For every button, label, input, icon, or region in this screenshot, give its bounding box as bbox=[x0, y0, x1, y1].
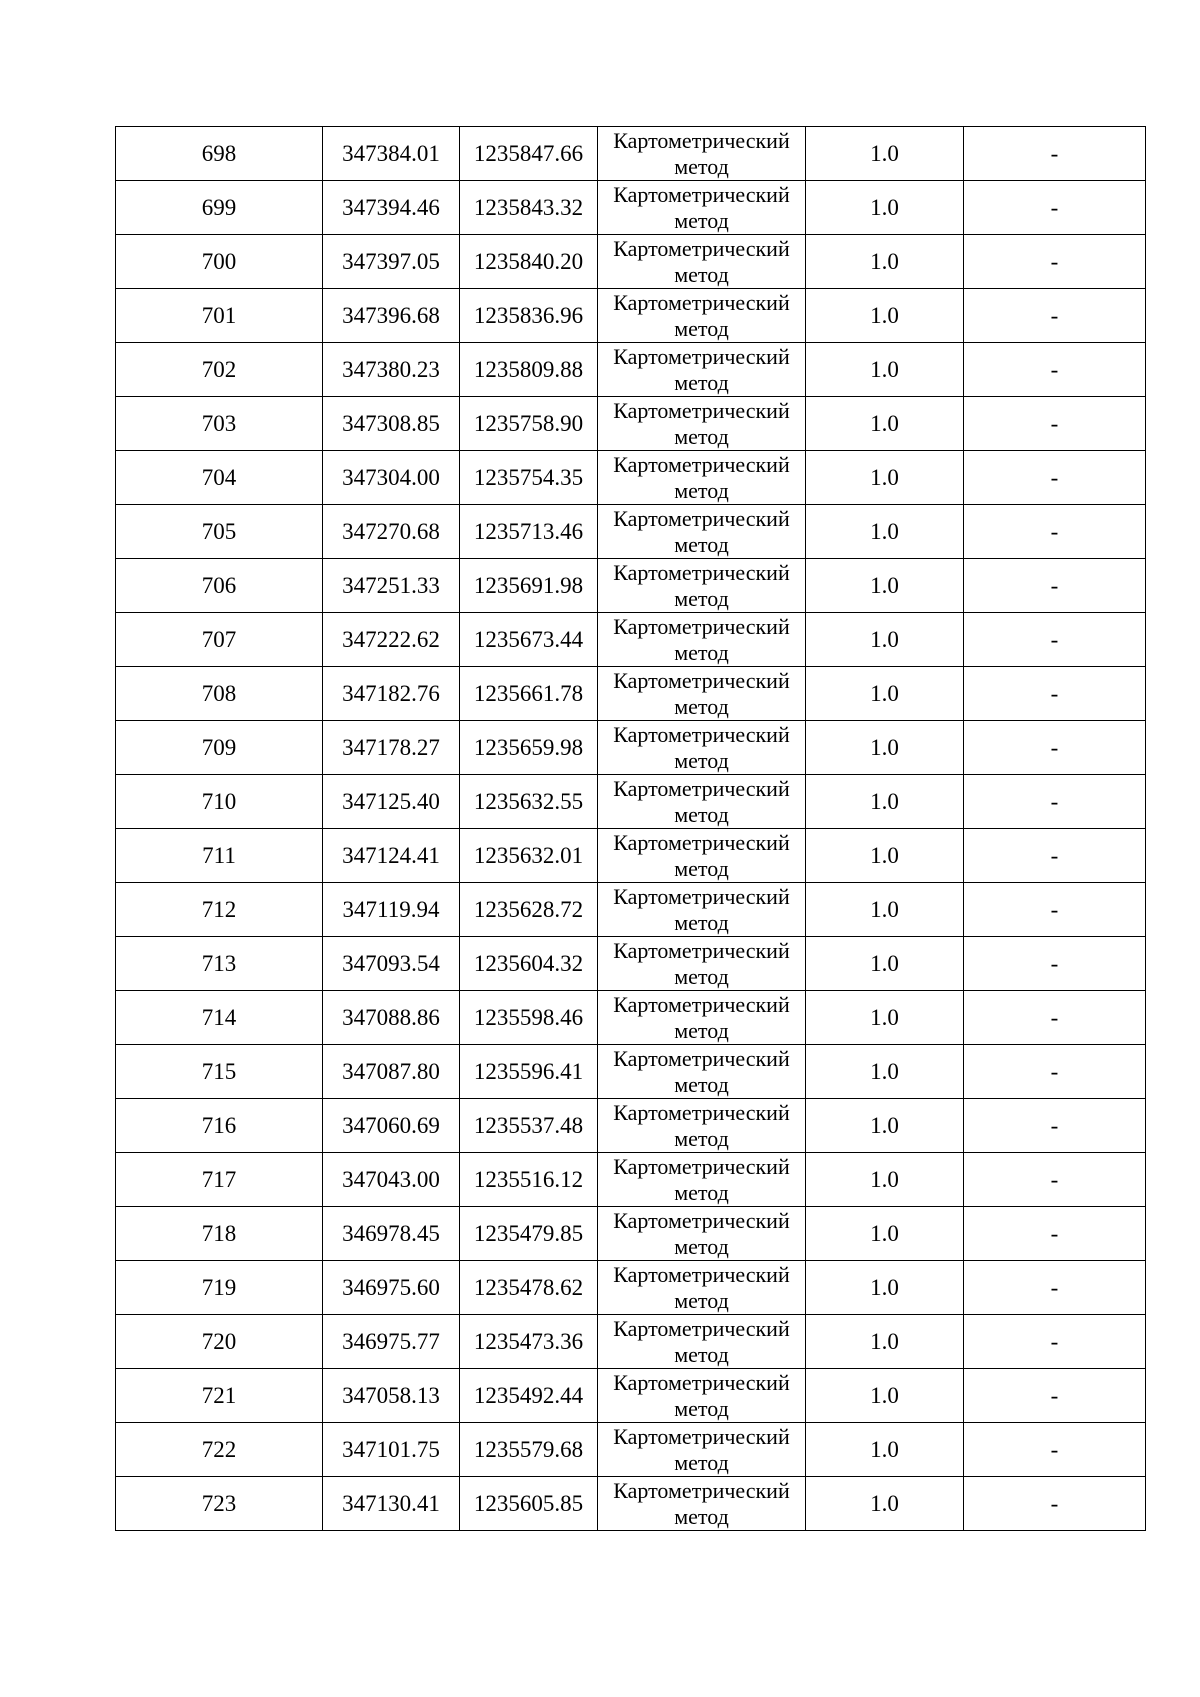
description-cell: - bbox=[964, 235, 1146, 289]
method-line-2: метод bbox=[674, 153, 729, 179]
description-cell: - bbox=[964, 1207, 1146, 1261]
method-line-2: метод bbox=[674, 1179, 729, 1205]
y-coordinate-cell: 1235758.90 bbox=[460, 397, 598, 451]
table-row bbox=[116, 1045, 1146, 1099]
method-cell bbox=[598, 1261, 806, 1315]
accuracy-cell: 1.0 bbox=[806, 451, 964, 505]
table-row bbox=[116, 1207, 1146, 1261]
method-line-1: Картометрический bbox=[613, 667, 790, 693]
description-cell: - bbox=[964, 181, 1146, 235]
accuracy-cell: 1.0 bbox=[806, 1099, 964, 1153]
method-cell bbox=[598, 1207, 806, 1261]
table-row bbox=[116, 1099, 1146, 1153]
accuracy-cell: 1.0 bbox=[806, 1153, 964, 1207]
description-cell: - bbox=[964, 343, 1146, 397]
x-coordinate-cell: 347251.33 bbox=[323, 559, 460, 613]
x-coordinate-cell: 347101.75 bbox=[323, 1423, 460, 1477]
x-coordinate-cell: 347060.69 bbox=[323, 1099, 460, 1153]
accuracy-cell: 1.0 bbox=[806, 775, 964, 829]
point-number-cell: 711 bbox=[116, 829, 323, 883]
point-number-cell: 714 bbox=[116, 991, 323, 1045]
coordinates-table bbox=[115, 126, 1146, 1531]
y-coordinate-cell: 1235598.46 bbox=[460, 991, 598, 1045]
method-cell bbox=[598, 1369, 806, 1423]
point-number-cell: 715 bbox=[116, 1045, 323, 1099]
method-line-2: метод bbox=[674, 855, 729, 881]
table-row bbox=[116, 1153, 1146, 1207]
x-coordinate-cell: 347396.68 bbox=[323, 289, 460, 343]
description-cell: - bbox=[964, 1315, 1146, 1369]
point-number-cell: 701 bbox=[116, 289, 323, 343]
x-coordinate-cell: 347304.00 bbox=[323, 451, 460, 505]
accuracy-cell: 1.0 bbox=[806, 829, 964, 883]
description-cell: - bbox=[964, 559, 1146, 613]
y-coordinate-cell: 1235691.98 bbox=[460, 559, 598, 613]
x-coordinate-cell: 347384.01 bbox=[323, 127, 460, 181]
point-number-cell: 709 bbox=[116, 721, 323, 775]
table-row bbox=[116, 289, 1146, 343]
method-line-2: метод bbox=[674, 369, 729, 395]
y-coordinate-cell: 1235659.98 bbox=[460, 721, 598, 775]
description-cell: - bbox=[964, 1153, 1146, 1207]
y-coordinate-cell: 1235628.72 bbox=[460, 883, 598, 937]
method-line-2: метод bbox=[674, 747, 729, 773]
method-line-1: Картометрический bbox=[613, 937, 790, 963]
table-row bbox=[116, 397, 1146, 451]
method-line-2: метод bbox=[674, 585, 729, 611]
x-coordinate-cell: 347087.80 bbox=[323, 1045, 460, 1099]
description-cell: - bbox=[964, 289, 1146, 343]
x-coordinate-cell: 347119.94 bbox=[323, 883, 460, 937]
table-row bbox=[116, 775, 1146, 829]
method-line-2: метод bbox=[674, 1287, 729, 1313]
y-coordinate-cell: 1235473.36 bbox=[460, 1315, 598, 1369]
table-row bbox=[116, 613, 1146, 667]
description-cell: - bbox=[964, 1477, 1146, 1531]
accuracy-cell: 1.0 bbox=[806, 181, 964, 235]
table-row bbox=[116, 1315, 1146, 1369]
point-number-cell: 703 bbox=[116, 397, 323, 451]
description-cell: - bbox=[964, 1423, 1146, 1477]
table-row bbox=[116, 721, 1146, 775]
method-cell bbox=[598, 397, 806, 451]
point-number-cell: 720 bbox=[116, 1315, 323, 1369]
table-row bbox=[116, 883, 1146, 937]
accuracy-cell: 1.0 bbox=[806, 127, 964, 181]
method-line-1: Картометрический bbox=[613, 181, 790, 207]
description-cell: - bbox=[964, 775, 1146, 829]
x-coordinate-cell: 347380.23 bbox=[323, 343, 460, 397]
method-line-1: Картометрический bbox=[613, 343, 790, 369]
table-row bbox=[116, 1369, 1146, 1423]
method-line-1: Картометрический bbox=[613, 775, 790, 801]
method-cell bbox=[598, 1099, 806, 1153]
method-line-2: метод bbox=[674, 1071, 729, 1097]
point-number-cell: 713 bbox=[116, 937, 323, 991]
x-coordinate-cell: 347043.00 bbox=[323, 1153, 460, 1207]
point-number-cell: 712 bbox=[116, 883, 323, 937]
method-line-1: Картометрический bbox=[613, 1099, 790, 1125]
method-line-2: метод bbox=[674, 963, 729, 989]
description-cell: - bbox=[964, 721, 1146, 775]
accuracy-cell: 1.0 bbox=[806, 667, 964, 721]
point-number-cell: 699 bbox=[116, 181, 323, 235]
method-line-2: метод bbox=[674, 1395, 729, 1421]
method-line-2: метод bbox=[674, 1017, 729, 1043]
accuracy-cell: 1.0 bbox=[806, 289, 964, 343]
method-cell bbox=[598, 181, 806, 235]
method-line-1: Картометрический bbox=[613, 397, 790, 423]
y-coordinate-cell: 1235754.35 bbox=[460, 451, 598, 505]
x-coordinate-cell: 347270.68 bbox=[323, 505, 460, 559]
method-line-1: Картометрический bbox=[613, 127, 790, 153]
y-coordinate-cell: 1235673.44 bbox=[460, 613, 598, 667]
method-cell bbox=[598, 937, 806, 991]
method-line-1: Картометрический bbox=[613, 1315, 790, 1341]
description-cell: - bbox=[964, 829, 1146, 883]
table-row bbox=[116, 829, 1146, 883]
point-number-cell: 698 bbox=[116, 127, 323, 181]
method-cell bbox=[598, 343, 806, 397]
y-coordinate-cell: 1235713.46 bbox=[460, 505, 598, 559]
description-cell: - bbox=[964, 613, 1146, 667]
method-line-1: Картометрический bbox=[613, 613, 790, 639]
method-line-2: метод bbox=[674, 315, 729, 341]
method-line-1: Картометрический bbox=[613, 559, 790, 585]
point-number-cell: 706 bbox=[116, 559, 323, 613]
method-line-1: Картометрический bbox=[613, 505, 790, 531]
method-cell bbox=[598, 451, 806, 505]
description-cell: - bbox=[964, 1261, 1146, 1315]
table-row bbox=[116, 127, 1146, 181]
method-line-1: Картометрический bbox=[613, 721, 790, 747]
method-line-2: метод bbox=[674, 639, 729, 665]
accuracy-cell: 1.0 bbox=[806, 991, 964, 1045]
method-line-2: метод bbox=[674, 261, 729, 287]
method-line-2: метод bbox=[674, 1341, 729, 1367]
y-coordinate-cell: 1235492.44 bbox=[460, 1369, 598, 1423]
method-cell bbox=[598, 1045, 806, 1099]
y-coordinate-cell: 1235843.32 bbox=[460, 181, 598, 235]
description-cell: - bbox=[964, 1045, 1146, 1099]
y-coordinate-cell: 1235605.85 bbox=[460, 1477, 598, 1531]
accuracy-cell: 1.0 bbox=[806, 721, 964, 775]
table-row bbox=[116, 667, 1146, 721]
y-coordinate-cell: 1235479.85 bbox=[460, 1207, 598, 1261]
x-coordinate-cell: 347058.13 bbox=[323, 1369, 460, 1423]
y-coordinate-cell: 1235840.20 bbox=[460, 235, 598, 289]
method-cell bbox=[598, 883, 806, 937]
y-coordinate-cell: 1235596.41 bbox=[460, 1045, 598, 1099]
method-line-1: Картометрический bbox=[613, 1477, 790, 1503]
description-cell: - bbox=[964, 397, 1146, 451]
method-line-2: метод bbox=[674, 477, 729, 503]
x-coordinate-cell: 347308.85 bbox=[323, 397, 460, 451]
method-line-2: метод bbox=[674, 909, 729, 935]
method-line-2: метод bbox=[674, 531, 729, 557]
table-row bbox=[116, 1261, 1146, 1315]
point-number-cell: 718 bbox=[116, 1207, 323, 1261]
accuracy-cell: 1.0 bbox=[806, 397, 964, 451]
description-cell: - bbox=[964, 1369, 1146, 1423]
method-cell bbox=[598, 289, 806, 343]
description-cell: - bbox=[964, 1099, 1146, 1153]
accuracy-cell: 1.0 bbox=[806, 1369, 964, 1423]
point-number-cell: 705 bbox=[116, 505, 323, 559]
y-coordinate-cell: 1235632.55 bbox=[460, 775, 598, 829]
description-cell: - bbox=[964, 991, 1146, 1045]
method-line-1: Картометрический bbox=[613, 829, 790, 855]
method-line-1: Картометрический bbox=[613, 235, 790, 261]
x-coordinate-cell: 347178.27 bbox=[323, 721, 460, 775]
accuracy-cell: 1.0 bbox=[806, 1207, 964, 1261]
method-line-2: метод bbox=[674, 1503, 729, 1529]
method-line-2: метод bbox=[674, 1449, 729, 1475]
point-number-cell: 710 bbox=[116, 775, 323, 829]
point-number-cell: 702 bbox=[116, 343, 323, 397]
table-row bbox=[116, 343, 1146, 397]
method-line-2: метод bbox=[674, 801, 729, 827]
y-coordinate-cell: 1235661.78 bbox=[460, 667, 598, 721]
table-row bbox=[116, 181, 1146, 235]
point-number-cell: 704 bbox=[116, 451, 323, 505]
accuracy-cell: 1.0 bbox=[806, 1477, 964, 1531]
method-cell bbox=[598, 721, 806, 775]
table-row bbox=[116, 991, 1146, 1045]
method-cell bbox=[598, 1153, 806, 1207]
accuracy-cell: 1.0 bbox=[806, 1315, 964, 1369]
y-coordinate-cell: 1235809.88 bbox=[460, 343, 598, 397]
method-cell bbox=[598, 991, 806, 1045]
method-line-1: Картометрический bbox=[613, 991, 790, 1017]
method-line-2: метод bbox=[674, 693, 729, 719]
method-line-1: Картометрический bbox=[613, 1045, 790, 1071]
method-line-1: Картометрический bbox=[613, 1423, 790, 1449]
method-cell bbox=[598, 613, 806, 667]
point-number-cell: 708 bbox=[116, 667, 323, 721]
x-coordinate-cell: 347222.62 bbox=[323, 613, 460, 667]
accuracy-cell: 1.0 bbox=[806, 613, 964, 667]
y-coordinate-cell: 1235847.66 bbox=[460, 127, 598, 181]
point-number-cell: 717 bbox=[116, 1153, 323, 1207]
point-number-cell: 721 bbox=[116, 1369, 323, 1423]
x-coordinate-cell: 347088.86 bbox=[323, 991, 460, 1045]
y-coordinate-cell: 1235632.01 bbox=[460, 829, 598, 883]
method-line-2: метод bbox=[674, 207, 729, 233]
method-cell bbox=[598, 1315, 806, 1369]
accuracy-cell: 1.0 bbox=[806, 1045, 964, 1099]
accuracy-cell: 1.0 bbox=[806, 505, 964, 559]
point-number-cell: 707 bbox=[116, 613, 323, 667]
y-coordinate-cell: 1235537.48 bbox=[460, 1099, 598, 1153]
description-cell: - bbox=[964, 505, 1146, 559]
accuracy-cell: 1.0 bbox=[806, 235, 964, 289]
table-row bbox=[116, 1423, 1146, 1477]
method-cell bbox=[598, 1477, 806, 1531]
description-cell: - bbox=[964, 883, 1146, 937]
point-number-cell: 722 bbox=[116, 1423, 323, 1477]
x-coordinate-cell: 346978.45 bbox=[323, 1207, 460, 1261]
method-line-1: Картометрический bbox=[613, 1153, 790, 1179]
table-row bbox=[116, 235, 1146, 289]
accuracy-cell: 1.0 bbox=[806, 1261, 964, 1315]
method-line-1: Картометрический bbox=[613, 883, 790, 909]
method-line-1: Картометрический bbox=[613, 1261, 790, 1287]
x-coordinate-cell: 347182.76 bbox=[323, 667, 460, 721]
method-cell bbox=[598, 127, 806, 181]
x-coordinate-cell: 346975.77 bbox=[323, 1315, 460, 1369]
method-line-2: метод bbox=[674, 1125, 729, 1151]
method-cell bbox=[598, 1423, 806, 1477]
description-cell: - bbox=[964, 937, 1146, 991]
y-coordinate-cell: 1235836.96 bbox=[460, 289, 598, 343]
accuracy-cell: 1.0 bbox=[806, 937, 964, 991]
method-cell bbox=[598, 667, 806, 721]
y-coordinate-cell: 1235604.32 bbox=[460, 937, 598, 991]
method-cell bbox=[598, 775, 806, 829]
x-coordinate-cell: 347124.41 bbox=[323, 829, 460, 883]
method-line-1: Картометрический bbox=[613, 1369, 790, 1395]
coordinates-table-body bbox=[116, 127, 1146, 1531]
accuracy-cell: 1.0 bbox=[806, 343, 964, 397]
point-number-cell: 723 bbox=[116, 1477, 323, 1531]
x-coordinate-cell: 347125.40 bbox=[323, 775, 460, 829]
x-coordinate-cell: 347397.05 bbox=[323, 235, 460, 289]
method-cell bbox=[598, 829, 806, 883]
description-cell: - bbox=[964, 667, 1146, 721]
method-cell bbox=[598, 559, 806, 613]
table-row bbox=[116, 505, 1146, 559]
y-coordinate-cell: 1235579.68 bbox=[460, 1423, 598, 1477]
x-coordinate-cell: 347130.41 bbox=[323, 1477, 460, 1531]
point-number-cell: 719 bbox=[116, 1261, 323, 1315]
method-cell bbox=[598, 505, 806, 559]
y-coordinate-cell: 1235516.12 bbox=[460, 1153, 598, 1207]
y-coordinate-cell: 1235478.62 bbox=[460, 1261, 598, 1315]
point-number-cell: 716 bbox=[116, 1099, 323, 1153]
description-cell: - bbox=[964, 127, 1146, 181]
method-line-1: Картометрический bbox=[613, 1207, 790, 1233]
method-cell bbox=[598, 235, 806, 289]
table-row bbox=[116, 937, 1146, 991]
accuracy-cell: 1.0 bbox=[806, 1423, 964, 1477]
table-row bbox=[116, 1477, 1146, 1531]
description-cell: - bbox=[964, 451, 1146, 505]
method-line-1: Картометрический bbox=[613, 451, 790, 477]
method-line-1: Картометрический bbox=[613, 289, 790, 315]
x-coordinate-cell: 347093.54 bbox=[323, 937, 460, 991]
x-coordinate-cell: 346975.60 bbox=[323, 1261, 460, 1315]
accuracy-cell: 1.0 bbox=[806, 559, 964, 613]
point-number-cell: 700 bbox=[116, 235, 323, 289]
x-coordinate-cell: 347394.46 bbox=[323, 181, 460, 235]
table-row bbox=[116, 451, 1146, 505]
table-row bbox=[116, 559, 1146, 613]
accuracy-cell: 1.0 bbox=[806, 883, 964, 937]
method-line-2: метод bbox=[674, 423, 729, 449]
method-line-2: метод bbox=[674, 1233, 729, 1259]
